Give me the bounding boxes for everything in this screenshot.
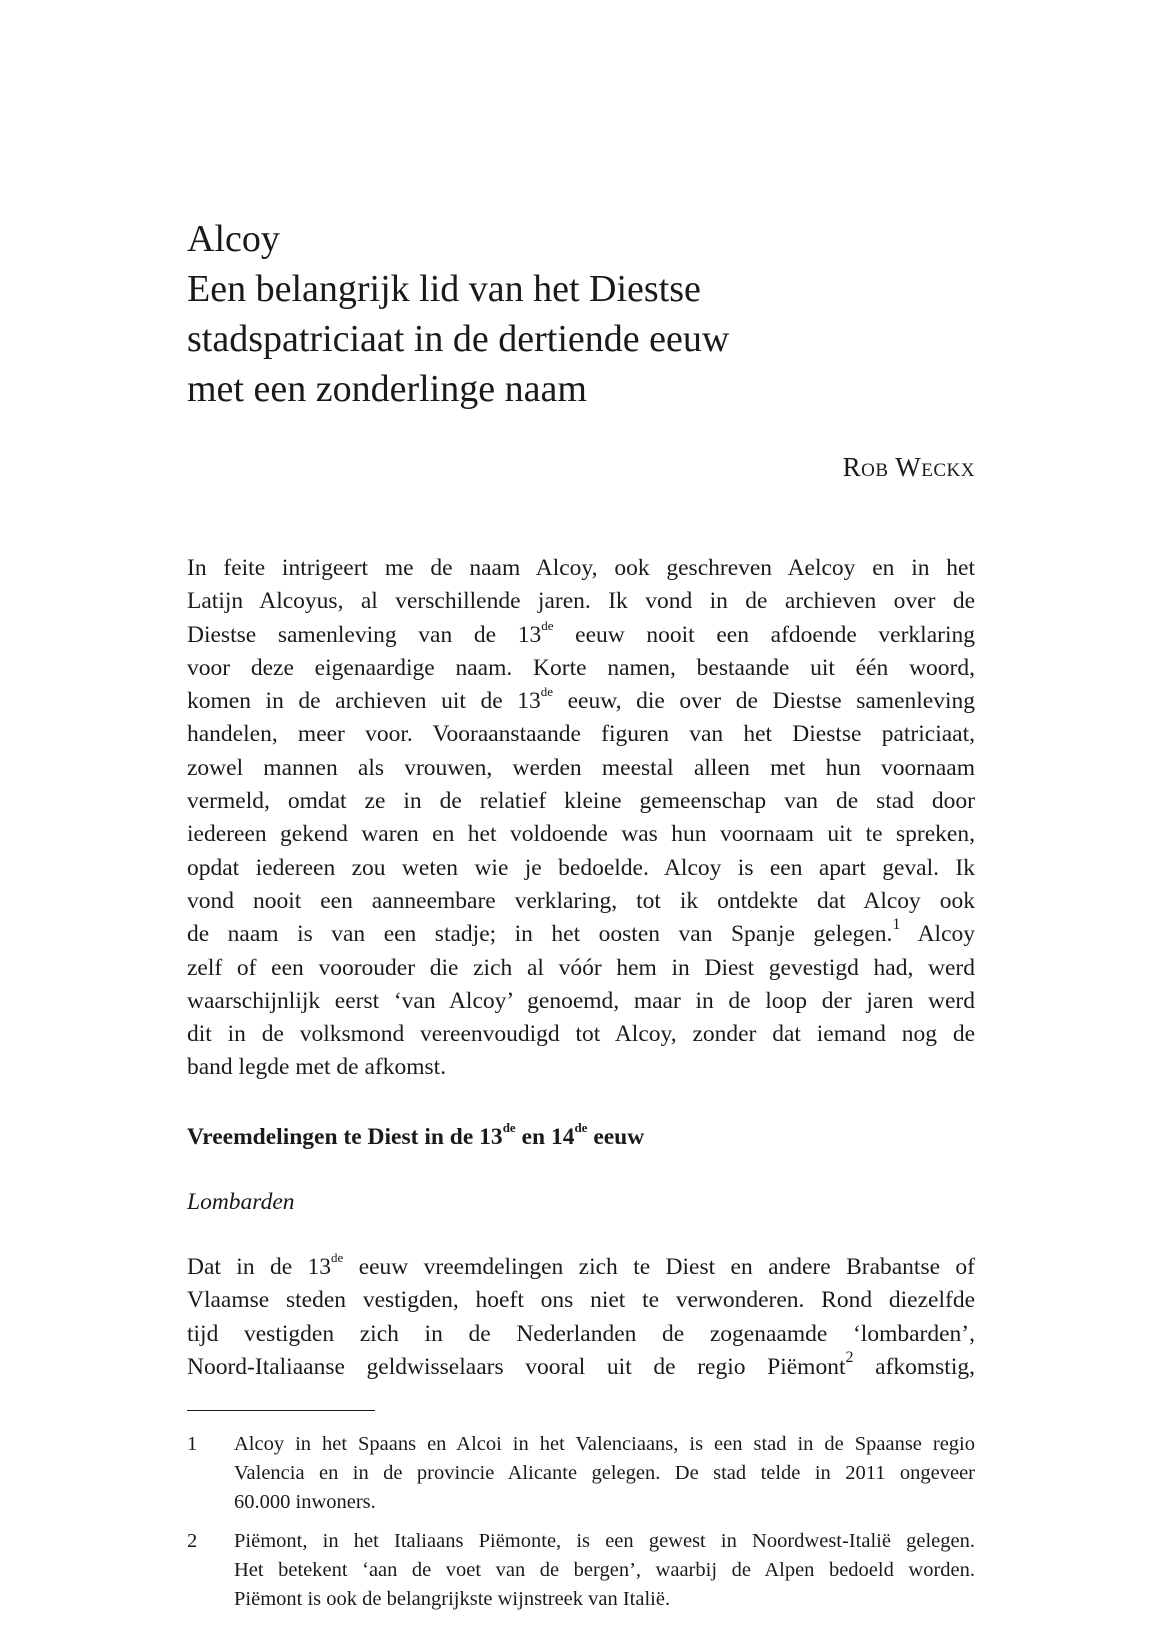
footnote-line: Piëmont, in het Italiaans Piëmonte, is een gewest in Noordwest-Italië gelegen. <box>234 1530 975 1552</box>
text-line: Diestse samenleving van de 13de eeuw nooit een afdoende verklaring <box>187 617 975 648</box>
footnote <box>187 1430 975 1517</box>
intro-paragraph <box>187 552 975 1085</box>
superscript: de <box>574 1120 588 1136</box>
article-title <box>187 214 975 414</box>
section-heading: Vreemdelingen te Diest in de 13de en 14de eeuw <box>187 1120 645 1150</box>
text-line: vermeld, omdat ze in de relatief kleine gemeenschap van de stad door <box>187 788 975 815</box>
subsection-heading: Lombarden <box>187 1189 295 1215</box>
text-line: zelf of een voorouder die zich al vóór hem in Diest gevestigd had, werd <box>187 954 975 981</box>
text-line: opdat iedereen zou weten wie je bedoelde. Alcoy is een apart geval. Ik <box>187 854 975 881</box>
text-line: tijd vestigden zich in de Nederlanden de zogenaamde ‘lombarden’, <box>187 1320 975 1347</box>
title-line: Een belangrijk lid van het Diestse <box>187 268 701 310</box>
footnote-line: Valencia en in de provincie Alicante gelegen. De stad telde in 2011 ongeveer <box>234 1462 975 1484</box>
footnote-number: 2 <box>187 1530 198 1552</box>
footnotes <box>187 1430 975 1624</box>
text-line: zowel mannen als vrouwen, werden meestal alleen met hun voornaam <box>187 754 975 781</box>
text-line: In feite intrigeert me de naam Alcoy, ook geschreven Aelcoy en in het <box>187 555 975 581</box>
title-line: Alcoy <box>187 218 280 260</box>
footnote-reference[interactable]: 1 <box>892 916 901 934</box>
text-line: vond nooit een aanneembare verklaring, tot ik ontdekte dat Alcoy ook <box>187 887 975 914</box>
text-line: waarschijnlijk eerst ‘van Alcoy’ genoemd, maar in de loop der jaren werd <box>187 987 975 1014</box>
text-line: handelen, meer voor. Vooraanstaande figuren van het Diestse patriciaat, <box>187 721 975 748</box>
footnote <box>187 1527 975 1614</box>
text-line: de naam is van een stadje; in het oosten van Spanje gelegen.$^1$ Alcoy <box>187 916 975 948</box>
text-line: komen in de archieven uit de 13de eeuw, die over de Diestse samenleving <box>187 684 976 715</box>
footnote-reference[interactable]: 2 <box>845 1349 854 1367</box>
text-line: Dat in de 13de eeuw vreemdelingen zich te Diest en andere Brabantse of <box>187 1250 975 1280</box>
title-line: met een zonderlinge naam <box>187 368 587 410</box>
author-name: Rob Weckx <box>842 452 975 482</box>
body-paragraph <box>187 1251 975 1384</box>
text-line: iedereen gekend waren en het voldoende was hun voornaam uit te spreken, <box>187 821 975 848</box>
superscript: de <box>540 684 553 700</box>
footnote-line: Piëmont is ook de belangrijkste wijnstreek van Italië. <box>234 1588 671 1610</box>
text-line: Latijn Alcoyus, al verschillende jaren. Ik vond in de archieven over de <box>187 588 975 615</box>
text-line: voor deze eigenaardige naam. Korte namen, bestaande uit één woord, <box>187 654 975 681</box>
footnote-line: Alcoy in het Spaans en Alcoi in het Valenciaans, is een stad in de Spaanse regio <box>234 1433 975 1455</box>
text-line: dit in de volksmond vereenvoudigd tot Alcoy, zonder dat iemand nog de <box>187 1021 975 1048</box>
title-line: stadspatriciaat in de dertiende eeuw <box>187 318 730 360</box>
superscript: de <box>331 1250 344 1266</box>
footnote-divider <box>187 1410 375 1411</box>
text-line: Noord-Italiaanse geldwisselaars vooral uit de regio Piëmont$^2$ afkomstig, <box>187 1349 975 1380</box>
footnote-line: Het betekent ‘aan de voet van de bergen’, waarbij de Alpen bedoeld worden. <box>234 1559 975 1581</box>
footnote-line: 60.000 inwoners. <box>234 1491 376 1513</box>
text-line: band legde met de afkomst. <box>187 1054 447 1081</box>
superscript: de <box>541 617 554 633</box>
superscript: de <box>502 1120 516 1136</box>
footnote-number: 1 <box>187 1433 198 1455</box>
text-line: Vlaamse steden vestigden, hoeft ons niet te verwonderen. Rond diezelfde <box>187 1287 975 1314</box>
